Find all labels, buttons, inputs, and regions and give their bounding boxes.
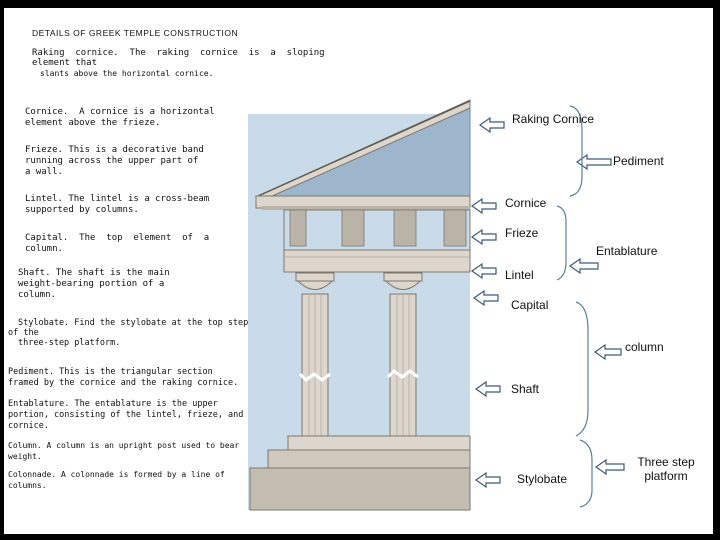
label-cornice: Cornice bbox=[505, 196, 547, 210]
label-pediment: Pediment bbox=[613, 154, 664, 168]
triglyph bbox=[444, 210, 466, 246]
bottom-step bbox=[250, 468, 470, 510]
middle-step bbox=[268, 450, 470, 468]
definition-frieze: Frieze. This is a decorative band running across the upper part of a wall. bbox=[25, 145, 204, 177]
definition-colonnade: Colonnade. A colonnade is formed by a line of columns. bbox=[8, 470, 225, 490]
label-raking-cornice: Raking Cornice bbox=[512, 112, 595, 126]
definition-raking-cornice-line3: slants above the horizontal cornice. bbox=[40, 69, 214, 78]
definition-capital: Capital. The top element of a column. bbox=[25, 233, 210, 254]
label-capital: Capital bbox=[511, 298, 549, 312]
label-frieze: Frieze bbox=[505, 226, 539, 240]
definition-stylobate-line3: three-step platform. bbox=[18, 338, 121, 348]
stylobate-step bbox=[288, 436, 470, 450]
definition-entablature: Entablature. The entablature is the upper portion, consisting of the lintel, frieze, and cornice. bbox=[8, 399, 244, 431]
shaft-right bbox=[388, 294, 418, 436]
lintel-shape bbox=[284, 250, 470, 272]
label-entablature: Entablature bbox=[596, 244, 658, 258]
label-three-step-platform: Three step platform bbox=[637, 455, 695, 483]
temple-illustration bbox=[248, 100, 470, 510]
definition-shaft: Shaft. The shaft is the main weight-bearing portion of a column. bbox=[18, 268, 170, 300]
cornice-underside bbox=[262, 206, 470, 210]
definition-stylobate-line1: Stylobate. Find the stylobate at the top step bbox=[18, 318, 249, 328]
slide-title: DETAILS OF GREEK TEMPLE CONSTRUCTION bbox=[32, 28, 239, 38]
definition-pediment: Pediment. This is the triangular section framed by the cornice and the raking cornice. bbox=[8, 367, 239, 388]
label-stylobate: Stylobate bbox=[517, 472, 568, 486]
definition-column: Column. A column is an upright post used to bear weight. bbox=[8, 441, 240, 461]
shaft-left bbox=[300, 294, 330, 436]
triglyph bbox=[290, 210, 306, 246]
label-lintel: Lintel bbox=[505, 268, 534, 282]
triglyph bbox=[394, 210, 416, 246]
definition-stylobate-line2: of the bbox=[8, 328, 39, 338]
label-shaft: Shaft bbox=[511, 382, 540, 396]
definition-cornice: Cornice. A cornice is a horizontal element above the frieze. bbox=[25, 107, 215, 128]
label-column: column bbox=[625, 340, 664, 354]
definition-raking-cornice-line2: element that bbox=[32, 58, 98, 68]
frieze-shape bbox=[284, 210, 470, 250]
definition-lintel: Lintel. The lintel is a cross-beam supported by columns. bbox=[25, 194, 210, 215]
definition-raking-cornice-line1: Raking cornice. The raking cornice is a sloping bbox=[32, 48, 325, 58]
triglyph bbox=[342, 210, 364, 246]
